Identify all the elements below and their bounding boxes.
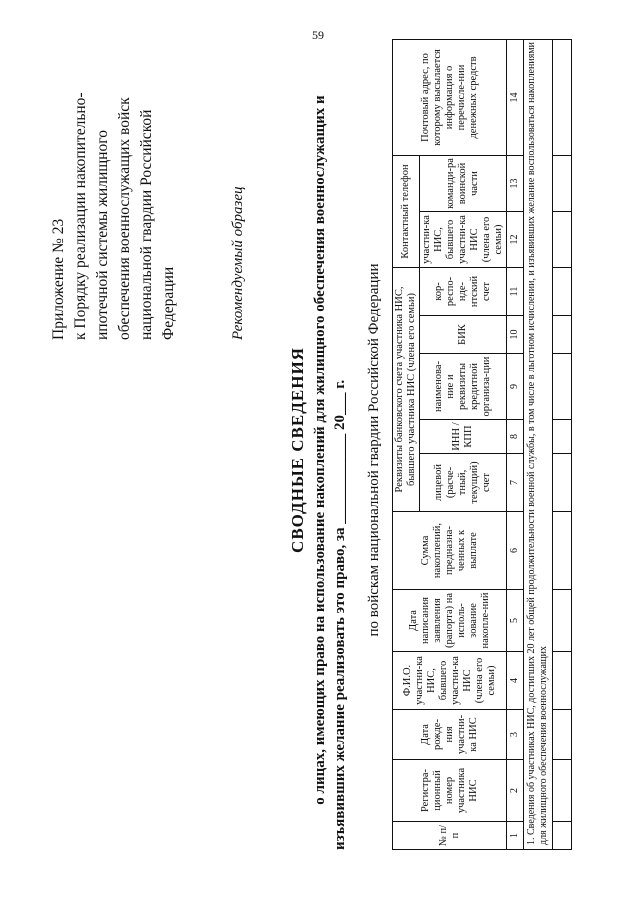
table-cell [553,512,572,590]
table-cell [553,316,572,354]
table-row [553,39,572,849]
col-number-7: 7 [507,454,524,512]
appendix-number: Приложение № 23 [50,218,67,340]
appendix-line-1: к Порядку реализации накопительно- [72,92,89,340]
table-cell [553,211,572,267]
table-cell [553,267,572,315]
col-group-phone: Контактный телефон [393,155,420,267]
document-subtitle-line-1: о лицах, имеющих право на использование накоплений для жилищного обеспечения военнослужащих и [312,95,328,805]
col-header-phone-member: участни-ка НИС, бывшего участни-ка НИС (члена его семьи) [420,211,507,267]
page-number: 59 [312,28,324,42]
table-section-note: 1. Сведения об участниках НИС, достигших 20 лет общей продолжительности военной службы, в том числе в льготном исчислении, и изъявивших желание воспользоваться накоплениями для жилищного обеспечения военнослужащих [524,39,553,849]
col-number-9: 9 [507,354,524,420]
document-scope-line: по войскам национальной гвардии Российской Федерации [366,263,382,637]
col-number-2: 2 [507,760,524,822]
col-number-4: 4 [507,652,524,710]
appendix-line-5: Федерации [160,266,177,340]
recommended-sample-label: Рекомендуемый образец [230,186,246,340]
table-cell [553,590,572,652]
col-number-12: 12 [507,211,524,267]
table-cell [553,760,572,822]
summary-table [392,40,572,850]
col-header-inn-kpp: ИНН / КПП [420,420,507,454]
appendix-line-3: обеспечения военнослужащих войск [116,97,133,340]
appendix-line-2: ипотечной системы жилищного [94,130,111,340]
col-number-3: 3 [507,710,524,760]
col-number-10: 10 [507,316,524,354]
rotated-page-content [30,10,630,890]
table-cell [553,822,572,850]
col-header-application-date: Дата написания заявления (рапорта) на исполь-зование накопле-ний [393,590,507,652]
appendix-header [48,40,180,340]
table-cell [553,354,572,420]
col-header-birth-date: Дата рожде-ния участни-ка НИС [393,710,507,760]
col-number-14: 14 [507,39,524,155]
col-header-reg-number: Регистра-ционный номер участника НИС [393,760,507,822]
table-cell [553,710,572,760]
col-number-11: 11 [507,267,524,315]
col-header-corr-account: кор-респо-нде-нтский счет [420,267,507,315]
document-subtitle-line-2: изъявивших желание реализовать это право, за ____________ 20___ г. [332,379,348,850]
table-cell [553,454,572,512]
col-header-bik: БИК [420,316,507,354]
col-header-phone-commander: команди-ра воинской части [420,155,507,211]
table-cell [553,39,572,155]
table-cell [553,420,572,454]
col-header-number: № п/п [393,822,507,850]
col-number-13: 13 [507,155,524,211]
col-header-address: Почтовый адрес, по которому высылается информация о перечисле-нии денежных средств [393,39,507,155]
appendix-line-4: национальной гвардии Российской [138,109,155,340]
col-number-8: 8 [507,420,524,454]
col-header-bank-name: наименова-ние и реквизиты кредитной организа-ции [420,354,507,420]
col-number-5: 5 [507,590,524,652]
table-cell [553,155,572,211]
col-number-1: 1 [507,822,524,850]
col-number-6: 6 [507,512,524,590]
col-header-sum: Сумма накоплений, предназна-ченных к выплате [393,512,507,590]
table-cell [553,652,572,710]
col-header-account: лицевой (расче-тный, текущий) счет [420,454,507,512]
col-group-bank-details: Реквизиты банковского счета участника НИС, бывшего участника НИС (члена его семьи) [393,267,420,511]
col-header-full-name: Ф.И.О. участни-ка НИС, бывшего участни-ка НИС (члена его семьи) [393,652,507,710]
document-title: СВОДНЫЕ СВЕДЕНИЯ [288,347,307,553]
